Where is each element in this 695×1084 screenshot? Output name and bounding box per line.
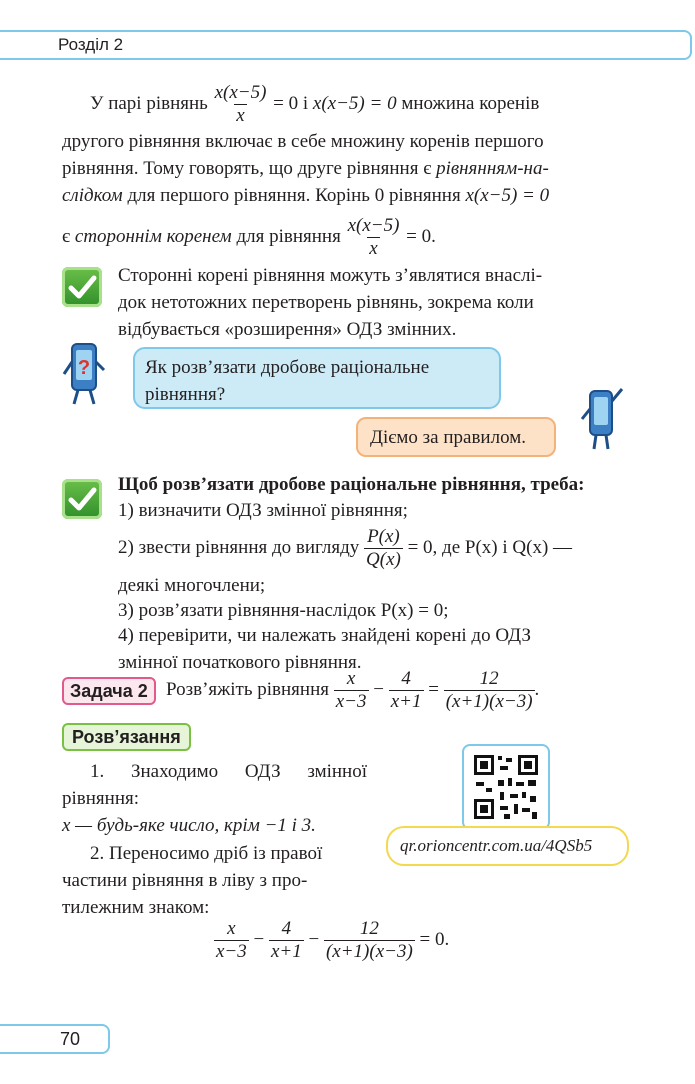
phone-character-answer-icon — [576, 385, 626, 455]
solution-domain: x — будь-яке число, крім −1 і 3. — [62, 815, 316, 836]
rule-step-4: 4) перевірити, чи належать знайдені корені до ОДЗ змінної початкового рівняння. — [118, 625, 532, 673]
task-statement: Розв’яжіть рівняння $\frac{x}{x-3}$ − $\frac{4}{x+1}$ = $\frac{12}{(x+1)(x-3)}$ . — [166, 668, 540, 712]
svg-text:?: ? — [77, 357, 91, 379]
rule-step-3: 3) розв’язати рівняння-наслідок P(x) = 0; — [118, 600, 449, 621]
rule-step-2-cont: деякі многочлени; — [118, 575, 266, 596]
question-bubble: Як розв’язати дробове раціональне рівняння? — [133, 347, 501, 409]
intro-line-3: рівняння. Тому говорять, що друге рівняння є рівнянням-на- — [62, 158, 549, 179]
answer-bubble: Діємо за правилом. — [356, 417, 556, 457]
note-extraneous-roots: Сторонні корені рівняння можуть з’являтися внаслі- док нетотожних перетворень рівнянь, зокрема коли відбувається «розширення» ОДЗ змінних. — [118, 265, 543, 340]
equation-fraction-1: $\frac{x(x-5)}{x}$ — [214, 82, 267, 126]
solution-step-2: 2. Переносимо дріб із правої частини рівняння в ліву з про- тилежним знаком: — [62, 843, 323, 918]
checkmark-icon — [62, 267, 102, 307]
rule-fraction: $\frac{P(x)}{Q(x)}$ — [366, 526, 401, 570]
intro-line-1: У парі рівнянь $\frac{x(x-5)}{x}$ = 0 і x(x−5) = 0 множина коренів — [90, 82, 540, 126]
phone-character-question-icon — [60, 340, 110, 410]
solution-equation: $\frac{x}{x-3}$ − $\frac{4}{x+1}$ − $\frac{12}{(x+1)(x-3)}$ = 0. — [216, 918, 450, 962]
qr-code[interactable] — [462, 744, 550, 830]
page-number: 70 — [60, 1029, 81, 1049]
intro-line-2: другого рівняння включає в себе множину коренів першого — [62, 131, 544, 152]
page-number-box — [0, 1024, 110, 1054]
qr-link[interactable]: qr.orioncentr.com.ua/4QSb5 — [386, 826, 629, 866]
equation-fraction-3: $\frac{x(x-5)}{x}$ — [347, 215, 400, 259]
section-title: Розділ 2 — [58, 35, 124, 54]
solution-label: Розв’язання — [62, 723, 191, 751]
rule-title: Щоб розв’язати дробове раціональне рівняння, треба: — [118, 474, 585, 495]
rule-step-1: 1) визначити ОДЗ змінної рівняння; — [118, 500, 408, 521]
rule-step-2: 2) звести рівняння до вигляду $\frac{P(x)}{Q(x)}$ = 0, де P(x) і Q(x) — — [118, 526, 573, 570]
task-label: Задача 2 — [62, 677, 156, 705]
equation-2: x(x−5) = 0 — [312, 92, 397, 114]
intro-line-4: слідком для першого рівняння. Корінь 0 рівняння x(x−5) = 0 — [62, 185, 550, 206]
checkmark-icon — [62, 479, 102, 519]
section-header — [0, 30, 692, 60]
solution-step-1: 1. Знаходимо ОДЗ змінної рівняння: — [62, 761, 367, 809]
intro-line-5: є стороннім коренем для рівняння $\frac{x(x-5)}{x}$ = 0. — [62, 215, 436, 259]
